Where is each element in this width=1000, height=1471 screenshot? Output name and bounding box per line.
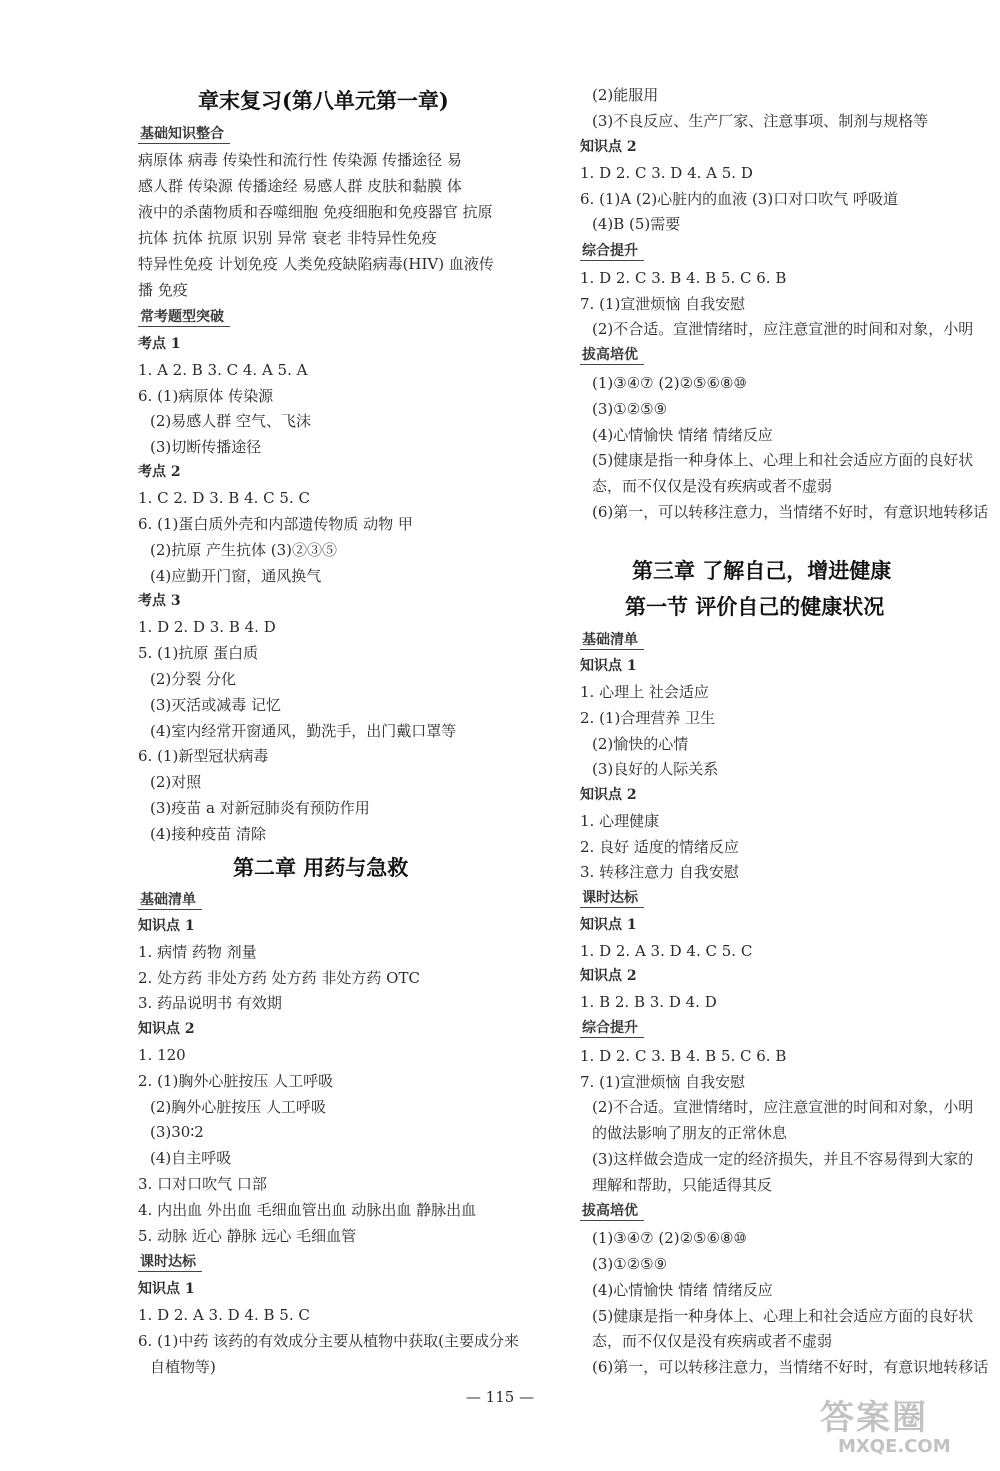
answer-line: 2. (1)合理营养 卫生 xyxy=(580,709,716,727)
section-label-excellence: 拔高培优 xyxy=(580,346,644,365)
answer-line: 1. D 2. A 3. D 4. B 5. C xyxy=(138,1306,310,1324)
answer-line: 3. 药品说明书 有效期 xyxy=(138,994,282,1012)
answer-line: 5. (1)抗原 蛋白质 xyxy=(138,644,259,662)
section-label-class-target: 课时达标 xyxy=(138,1253,202,1272)
answer-line: (4)心情愉快 情绪 情绪反应 xyxy=(592,426,773,444)
text-line: 特异性免疫 计划免疫 人类免疫缺陷病毒(HIV) 血液传 xyxy=(138,255,494,273)
answer-line: 7. (1)宣泄烦恼 自我安慰 xyxy=(580,295,746,313)
text-line: 液中的杀菌物质和吞噬细胞 免疫细胞和免疫器官 抗原 xyxy=(138,203,493,221)
answer-line: 1. D 2. C 3. B 4. B 5. C 6. B xyxy=(580,1047,787,1065)
answer-line: (3)这样做会造成一定的经济损失，并且不容易得到大家的 xyxy=(592,1150,974,1168)
answer-line: (6)第一，可以转移注意力，当情绪不好时，有意识地转移话 xyxy=(592,503,989,521)
text-line: 播 免疫 xyxy=(138,281,188,299)
zhishidian-label: 知识点 2 xyxy=(580,139,637,155)
answer-line: 4. 内出血 外出血 毛细血管出血 动脉出血 静脉出血 xyxy=(138,1201,477,1219)
watermark-sub-text: MXQE.COM xyxy=(838,1436,951,1457)
answer-line: 6. (1)蛋白质外壳和内部遗传物质 动物 甲 xyxy=(138,515,413,533)
answer-line: (3)①②⑤⑨ xyxy=(592,400,668,418)
answer-line: 1. 心理上 社会适应 xyxy=(580,683,709,701)
answer-line: 态，而不仅仅是没有疾病或者不虚弱 xyxy=(592,477,833,495)
answer-line: 1. B 2. B 3. D 4. D xyxy=(580,993,717,1011)
answer-line: (3)灭活或减毒 记忆 xyxy=(150,696,282,714)
section-label-basics-list: 基础清单 xyxy=(138,891,202,910)
chapter3-title: 第三章 了解自己，增进健康 xyxy=(632,558,892,583)
answer-line: 6. (1)A (2)心脏内的血液 (3)口对口吹气 呼吸道 xyxy=(580,190,898,208)
answer-line: (2)不合适。宣泄情绪时，应注意宣泄的时间和对象，小明 xyxy=(592,1098,974,1116)
answer-line: (6)第一，可以转移注意力，当情绪不好时，有意识地转移话 xyxy=(592,1358,989,1376)
zhishidian-label: 知识点 2 xyxy=(138,1021,195,1037)
answer-line: 6. (1)中药 该药的有效成分主要从植物中获取(主要成分来 xyxy=(138,1332,519,1350)
answer-line: 6. (1)病原体 传染源 xyxy=(138,387,274,405)
answer-line: (3)①②⑤⑨ xyxy=(592,1255,668,1273)
section-label-basics: 基础知识整合 xyxy=(138,125,230,144)
section1-title: 第一节 评价自己的健康状况 xyxy=(625,594,885,619)
zhishidian-label: 知识点 1 xyxy=(138,1281,195,1297)
answer-line: 1. D 2. C 3. D 4. A 5. D xyxy=(580,164,753,182)
answer-line: 1. C 2. D 3. B 4. C 5. C xyxy=(138,489,310,507)
section-label-class-target: 课时达标 xyxy=(580,889,644,908)
zhishidian-label: 知识点 1 xyxy=(580,658,637,674)
watermark-main-text: 答案圈 xyxy=(820,1398,928,1438)
zhishidian-label: 知识点 1 xyxy=(580,917,637,933)
answer-line: (5)健康是指一种身体上、心理上和社会适应方面的良好状 xyxy=(592,451,974,469)
answer-line: (2)不合适。宣泄情绪时，应注意宣泄的时间和对象，小明 xyxy=(592,320,974,338)
answer-line: 理解和帮助，只能适得其反 xyxy=(592,1176,773,1194)
answer-line: (4)心情愉快 情绪 情绪反应 xyxy=(592,1281,773,1299)
answer-line: 的做法影响了朋友的正常休息 xyxy=(592,1124,788,1142)
answer-line: (2)抗原 产生抗体 (3)②③⑤ xyxy=(150,541,338,559)
answer-line: (3)30∶2 xyxy=(150,1123,204,1141)
answer-line: (3)疫苗 a 对新冠肺炎有预防作用 xyxy=(150,799,370,817)
section-label-comprehensive: 综合提升 xyxy=(580,242,644,261)
section-label-excellence: 拔高培优 xyxy=(580,1202,644,1221)
answer-line: 2. 良好 适度的情绪反应 xyxy=(580,838,739,856)
answer-line: (3)不良反应、生产厂家、注意事项、制剂与规格等 xyxy=(592,112,929,130)
section-label-basics-list: 基础清单 xyxy=(580,631,644,650)
answer-line: (4)室内经常开窗通风，勤洗手，出门戴口罩等 xyxy=(150,722,457,740)
answer-line: (3)切断传播途径 xyxy=(150,438,262,456)
answer-line: 态，而不仅仅是没有疾病或者不虚弱 xyxy=(592,1332,833,1350)
answer-line: (4)B (5)需要 xyxy=(592,215,681,233)
answer-line: (2)胸外心脏按压 人工呼吸 xyxy=(150,1098,327,1116)
answer-line: (4)应勤开门窗，通风换气 xyxy=(150,567,322,585)
watermark-logo xyxy=(808,1390,988,1466)
answer-line: (1)③④⑦ (2)②⑤⑥⑧⑩ xyxy=(592,1229,747,1247)
answer-line: 1. 120 xyxy=(138,1046,186,1064)
answer-line: 2. (1)胸外心脏按压 人工呼吸 xyxy=(138,1072,334,1090)
chapter2-title: 第二章 用药与急救 xyxy=(233,855,409,880)
answer-line: 5. 动脉 近心 静脉 远心 毛细血管 xyxy=(138,1227,357,1245)
answer-line: 2. 处方药 非处方药 处方药 非处方药 OTC xyxy=(138,969,420,987)
kaodian-label: 考点 1 xyxy=(138,336,181,352)
answer-line: 3. 口对口吹气 口部 xyxy=(138,1175,267,1193)
kaodian-label: 考点 2 xyxy=(138,464,181,480)
text-line: 病原体 病毒 传染性和流行性 传染源 传播途径 易 xyxy=(138,151,462,169)
answer-line: 1. D 2. C 3. B 4. B 5. C 6. B xyxy=(580,269,787,287)
text-line: 抗体 抗体 抗原 识别 异常 衰老 非特异性免疫 xyxy=(138,229,437,247)
answer-line: 1. A 2. B 3. C 4. A 5. A xyxy=(138,361,308,379)
answer-line: 1. 心理健康 xyxy=(580,812,660,830)
answer-line: 1. D 2. D 3. B 4. D xyxy=(138,618,276,636)
chapter-review-title: 章末复习(第八单元第一章) xyxy=(198,88,449,113)
answer-line: 1. D 2. A 3. D 4. C 5. C xyxy=(580,942,753,960)
answer-line: (2)易感人群 空气、飞沫 xyxy=(150,412,312,430)
kaodian-label: 考点 3 xyxy=(138,593,181,609)
zhishidian-label: 知识点 2 xyxy=(580,968,637,984)
section-label-comprehensive: 综合提升 xyxy=(580,1019,644,1038)
answer-line: 1. 病情 药物 剂量 xyxy=(138,943,257,961)
answer-line: (4)接种疫苗 清除 xyxy=(150,825,267,843)
text-line: 感人群 传染源 传播途经 易感人群 皮肤和黏膜 体 xyxy=(138,177,462,195)
answer-line: 6. (1)新型冠状病毒 xyxy=(138,747,269,765)
answer-line: 自植物等) xyxy=(150,1358,216,1376)
answer-line: (2)能服用 xyxy=(592,86,659,104)
section-label-breakthrough: 常考题型突破 xyxy=(138,308,230,327)
answer-line: (2)对照 xyxy=(150,773,202,791)
answer-line: (4)自主呼吸 xyxy=(150,1149,232,1167)
answer-line: (2)愉快的心情 xyxy=(592,735,689,753)
answer-line: 7. (1)宣泄烦恼 自我安慰 xyxy=(580,1073,746,1091)
answer-line: (1)③④⑦ (2)②⑤⑥⑧⑩ xyxy=(592,374,747,392)
answer-line: (5)健康是指一种身体上、心理上和社会适应方面的良好状 xyxy=(592,1307,974,1325)
page-number: — 115 — xyxy=(465,1388,535,1406)
answer-line: 3. 转移注意力 自我安慰 xyxy=(580,863,739,881)
zhishidian-label: 知识点 2 xyxy=(580,787,637,803)
answer-line: (3)良好的人际关系 xyxy=(592,760,719,778)
zhishidian-label: 知识点 1 xyxy=(138,918,195,934)
answer-line: (2)分裂 分化 xyxy=(150,670,237,688)
